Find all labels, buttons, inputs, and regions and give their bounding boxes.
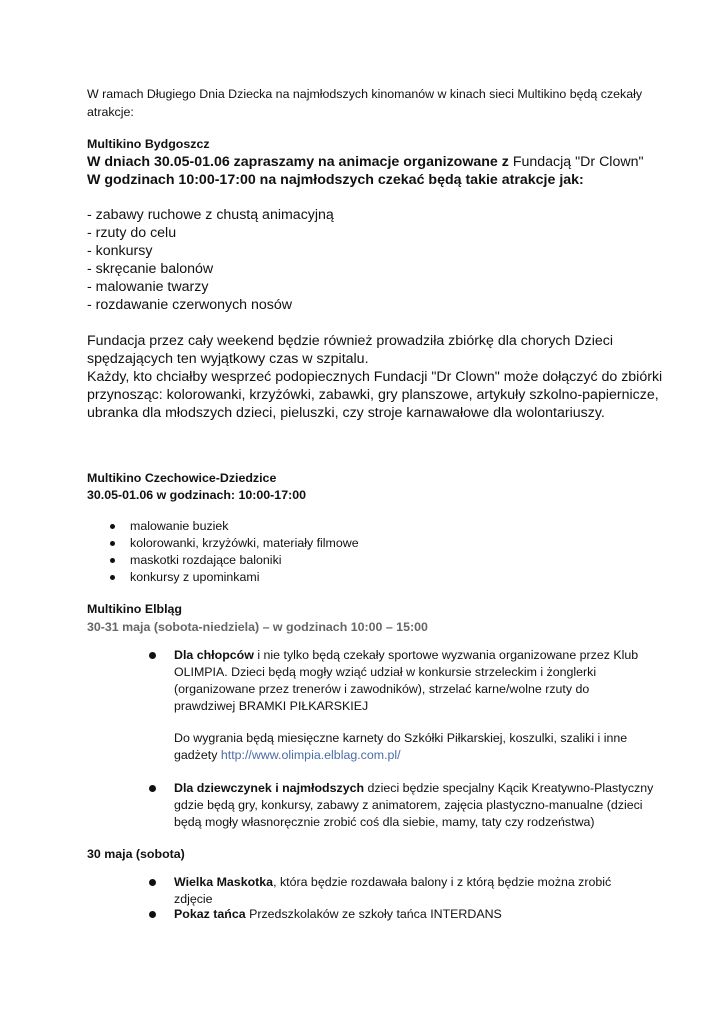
mascot-bold: Wielka Maskotka [174,875,274,889]
bullet-icon [149,652,156,659]
bydgoszcz-item: - malowanie twarzy [87,279,209,295]
bullet-icon [110,541,115,546]
elblag-boys-bold: Dla chłopców [174,648,254,662]
elblag-boys-line-4: prawdziwej BRAMKI PIŁKARSKIEJ [174,699,369,713]
elblag-girls-line-2: gdzie będą gry, konkursy, zabawy z animatorem, zajęcia plastyczno-manualne (dzieci [174,798,643,812]
olimpia-link[interactable]: http://www.olimpia.elblag.com.pl/ [220,748,401,762]
elblag-boys-line-6 [174,749,401,761]
bydgoszcz-item: - konkursy [87,243,153,259]
mascot-text: , która będzie rozdawała balony i z którą będzie można zrobić [273,875,612,889]
bydgoszcz-dates [87,155,644,169]
bullet-icon [110,558,115,563]
czechowice-dates: 30.05-01.06 w godzinach: 10:00-17:00 [87,488,307,502]
bullet-icon [149,785,156,792]
elblag-boys-line-3: (organizowane przez trenerów i zawodników), strzelać karne/wolne rzuty do [174,682,590,696]
bydgoszcz-item: - skręcanie balonów [87,261,214,277]
bydgoszcz-para-line: Fundacja przez cały weekend będzie również prowadziła zbiórkę dla chorych Dzieci [87,333,613,349]
dance-line [174,908,502,920]
bydgoszcz-dates-bold: W dniach 30.05-01.06 zapraszamy na animacje organizowane z [87,154,509,170]
elblag-boys-line-1 [174,649,638,661]
mascot-line-2: zdjęcie [174,892,213,906]
bullet-icon [110,524,115,529]
czechowice-item: konkursy z upominkami [130,570,260,584]
elblag-boys-text: i nie tylko będą czekały sportowe wyzwania organizowane przez Klub [257,648,639,662]
bullet-icon [110,575,115,580]
bydgoszcz-item: - rozdawanie czerwonych nosów [87,297,293,313]
bydgoszcz-item: - zabawy ruchowe z chustą animacyjną [87,207,334,223]
elblag-girls-line-3: będą mogły własnoręcznie zrobić coś dla siebie, mamy, taty czy rodzeństwa) [174,815,595,829]
bydgoszcz-item: - rzuty do celu [87,225,177,241]
elblag-heading: Multikino Elbląg [87,602,182,616]
saturday-heading: 30 maja (sobota) [87,847,185,861]
bydgoszcz-dates-rest: Fundacją "Dr Clown" [512,154,644,170]
elblag-boys-gadgets: gadżety [174,748,218,762]
czechowice-item: maskotki rozdające baloniki [130,553,282,567]
elblag-boys-line-2: OLIMPIA. Dzieci będą mogły wziąć udział w konkursie strzeleckim i żonglerki [174,665,597,679]
elblag-girls-text: dzieci będzie specjalny Kącik Kreatywno-Plastyczny [367,781,654,795]
intro-line-1: W ramach Długiego Dnia Dziecka na najmłodszych kinomanów w kinach sieci Multikino będą czekały [87,87,643,101]
elblag-boys-line-5: Do wygrania będą miesięczne karnety do Szkółki Piłkarskiej, koszulki, szaliki i inne [174,731,628,745]
bydgoszcz-heading: Multikino Bydgoszcz [87,137,210,151]
czechowice-heading: Multikino Czechowice-Dziedzice [87,471,277,485]
bydgoszcz-para-line: spędzających ten wyjątkowy czas w szpitalu. [87,351,369,367]
dance-text: Przedszkolaków ze szkoły tańca INTERDANS [249,907,502,921]
bullet-icon [149,911,156,918]
bydgoszcz-hours: W godzinach 10:00-17:00 na najmłodszych czekać będą takie atrakcje jak: [87,172,584,188]
bydgoszcz-para-line: Każdy, kto chciałby wesprzeć podopiecznych Fundacji "Dr Clown" może dołączyć do zbiórki [87,369,663,385]
elblag-girls-line-1 [174,782,653,794]
czechowice-item: malowanie buziek [130,519,229,533]
czechowice-item: kolorowanki, krzyżówki, materiały filmowe [130,536,359,550]
bydgoszcz-para-line: przynosząc: kolorowanki, krzyżówki, zabawki, gry planszowe, artykuły szkolno-papiernicze, [87,387,659,403]
elblag-girls-bold: Dla dziewczynek i najmłodszych [174,781,365,795]
mascot-line-1 [174,876,611,888]
intro-line-2: atrakcje: [87,105,134,119]
dance-bold: Pokaz tańca [174,907,246,921]
bullet-icon [149,879,156,886]
elblag-dates: 30-31 maja (sobota-niedziela) – w godzinach 10:00 – 15:00 [87,620,428,634]
bydgoszcz-para-line: ubranka dla młodszych dzieci, pieluszki, czy stroje karnawałowe dla wolontariuszy. [87,405,605,421]
